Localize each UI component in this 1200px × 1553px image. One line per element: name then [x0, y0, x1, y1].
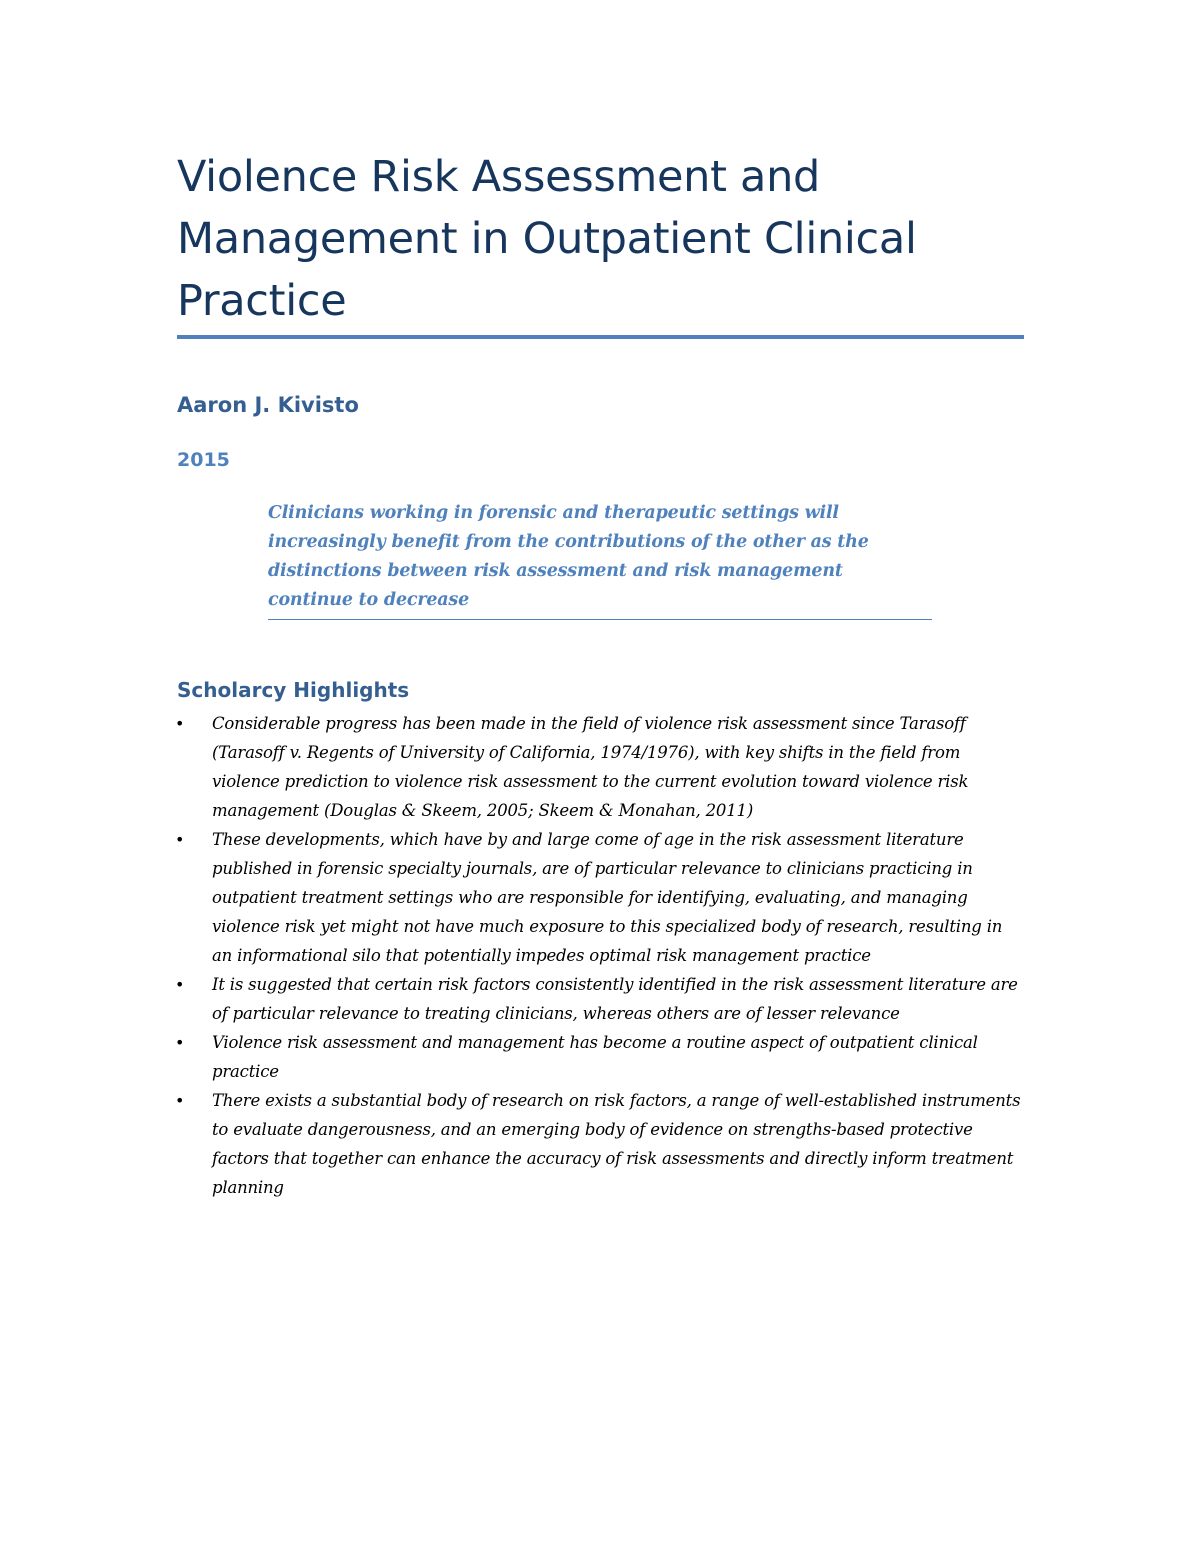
- pull-quote-underline: [268, 619, 932, 620]
- list-item: [177, 709, 1027, 825]
- list-item: [177, 970, 1027, 1028]
- list-item: [177, 1028, 1027, 1086]
- author-name: Aaron J. Kivisto: [177, 393, 359, 417]
- publication-year: 2015: [177, 449, 230, 471]
- bullet-icon: •: [175, 714, 185, 733]
- list-item: [177, 1086, 1027, 1202]
- list-item-text: Considerable progress has been made in the field of violence risk assessment since Tarasoff (Tarasoff v. Regents of University of California, 1974/1976), with key shifts in the field from violence prediction to violence risk assessment to the current evolution toward violence risk management (Douglas & Skeem, 2005; Skeem & Monahan, 2011): [212, 714, 969, 820]
- bullet-icon: •: [175, 1033, 185, 1052]
- bullet-icon: •: [175, 830, 185, 849]
- list-item: [177, 825, 1027, 970]
- list-item-text: These developments, which have by and large come of age in the risk assessment literature published in forensic specialty journals, are of particular relevance to clinicians practicing in outpatient treatment settings who are responsible for identifying, evaluating, and managing violence risk yet might not have much exposure to this specialized body of research, resulting in an informational silo that potentially impedes optimal risk management practice: [212, 830, 1003, 965]
- highlights-list: [177, 709, 1027, 1202]
- list-item-text: It is suggested that certain risk factors consistently identified in the risk assessment literature are of particular relevance to treating clinicians, whereas others are of lesser relevance: [212, 975, 1018, 1023]
- bullet-icon: •: [175, 975, 185, 994]
- list-item-text: There exists a substantial body of research on risk factors, a range of well-established instruments to evaluate dangerousness, and an emerging body of evidence on strengths-based protective factors that together can enhance the accuracy of risk assessments and directly inform treatment planning: [212, 1091, 1021, 1197]
- section-heading: Scholarcy Highlights: [177, 678, 410, 702]
- list-item-text: Violence risk assessment and management has become a routine aspect of outpatient clinical practice: [212, 1033, 978, 1081]
- title-underline: [177, 335, 1024, 339]
- document-title: Violence Risk Assessment and Management in Outpatient Clinical Practice: [177, 152, 917, 326]
- bullet-icon: •: [175, 1091, 185, 1110]
- pull-quote: Clinicians working in forensic and therapeutic settings will increasingly benefit from the contributions of the other as the distinctions between risk assessment and risk management continue to decrease: [268, 503, 869, 610]
